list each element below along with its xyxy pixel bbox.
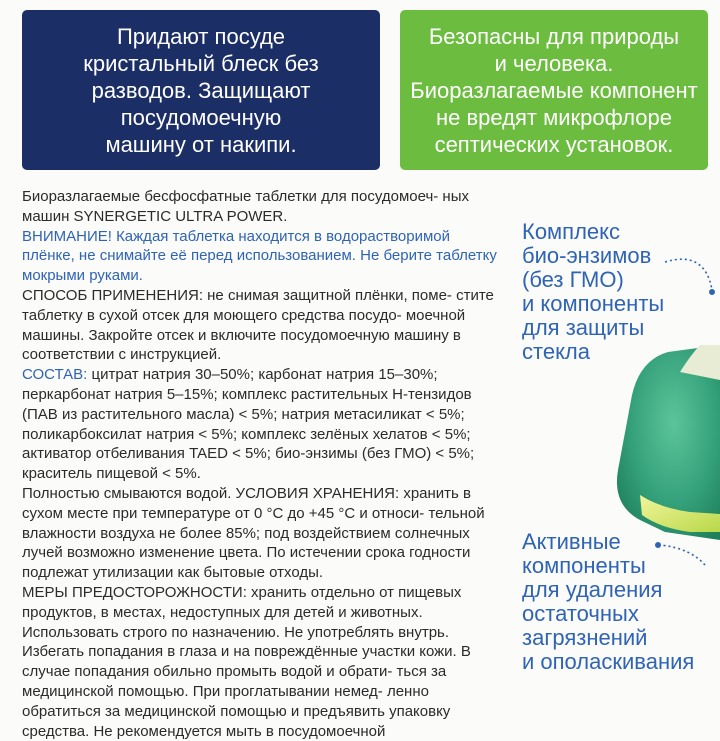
composition-text [22, 365, 500, 484]
warning-text: ВНИМАНИЕ! Каждая таблетка находится в водорастворимой плёнке, не снимайте её перед использованием. Не берите таблетку мокрыми руками. [22, 227, 497, 285]
composition-label: СОСТАВ: [22, 366, 88, 384]
storage-text: Полностью смываются водой. УСЛОВИЯ ХРАНЕНИЯ: хранить в сухом месте при температуре от 0 °С до +45 °С и относи- тельной влажности воздуха не более 85%; под воздействием солнечных лучей возможно изменение цвета. По истечении срока годности подлежат утилизации как бытовые отходы. [22, 484, 485, 582]
callout-dot-top [709, 289, 715, 295]
callout-enzymes: Комплекс био-энзимов (без ГМО) и компоненты для защиты стекла [522, 219, 665, 364]
product-description [22, 187, 500, 740]
precautions-text: МЕРЫ ПРЕДОСТОРОЖНОСТИ: хранить отдельно от пищевых продуктов, в местах, недоступных для детей и животных. Использовать строго по назначению. Не употреблять внутрь. Избегать попадания в глаза и на повреждённые участки кожи. В случае попадания обильно промыть водой и обрати- ться за медицинской помощью. При проглатывании немед- ленно обратиться за медицинской помощью и предъявить упаковку средства. Не рекомендуется мыть в посудомоечной [22, 583, 471, 740]
usage-text: СПОСОБ ПРИМЕНЕНИЯ: не снимая защитной плёнки, поме- стите таблетку в сухой отсек для моющего средства посудо- моечной машины. Закройте отсек и включите посудомоечную машину в соответствии с инструкцией. [22, 286, 494, 364]
benefit-text-eco: Безопасны для природы и человека. Биоразлагаемые компонент не вредят микрофлоре септических установок. [410, 23, 698, 157]
callout-active-components: Активные компоненты для удаления остаточных загрязнений и ополаскивания [522, 529, 695, 674]
callout-line-top [665, 259, 712, 290]
composition-value: цитрат натрия 30–50%; карбонат натрия 15–30%; перкарбонат натрия 5–15%; комплекс растительных Н-тензидов (ПАВ из растительного масла) < 5%; натрия метасиликат < 5%; поликарбоксилат натрия < 5%; комплекс зелёных хелатов < 5%; активатор отбеливания TAED < 5%; био-энзимы (без ГМО) < 5%; краситель пищевой < 5%. [22, 366, 475, 483]
intro-text: Биоразлагаемые бесфосфатные таблетки для посудомоеч- ных машин SYNERGETIC ULTRA POWER. [22, 188, 469, 225]
benefit-text-shine: Придают посуде кристальный блеск без разводов. Защищают посудомоечную машину от накипи. [83, 23, 319, 157]
